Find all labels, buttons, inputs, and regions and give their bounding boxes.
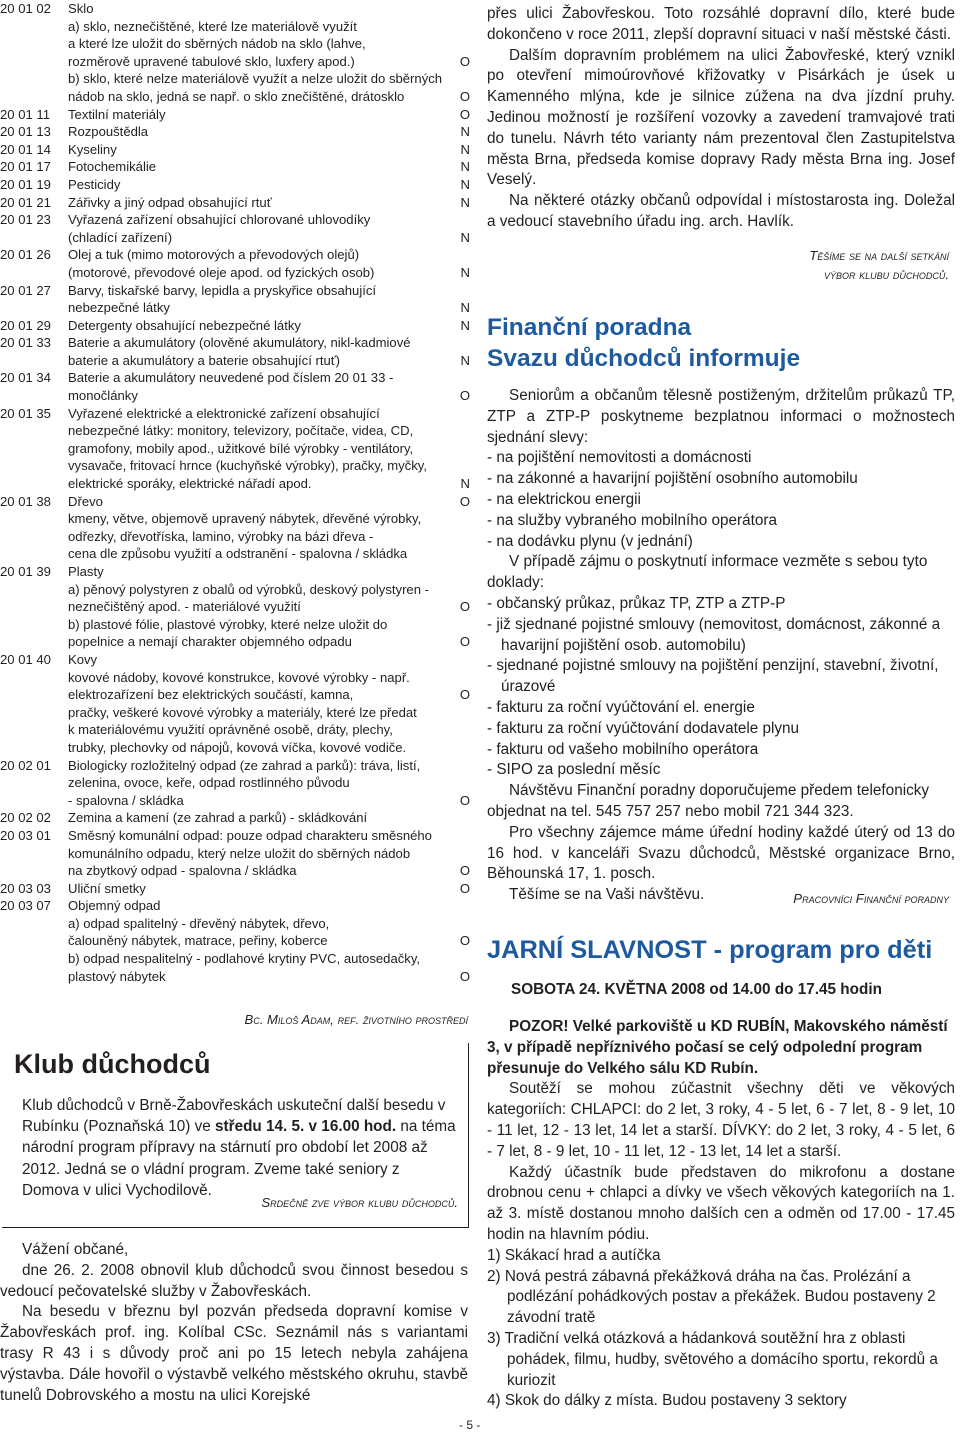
- waste-line-text: nebezpečné látky: [68, 300, 170, 316]
- waste-category: [456, 405, 470, 423]
- waste-line: [68, 686, 470, 704]
- waste-row: [0, 563, 470, 651]
- waste-category: [456, 739, 470, 757]
- waste-line-text: trubky, plechovky od nápojů, kovová víčka, kovové vodiče.: [68, 739, 407, 755]
- waste-line-text: kovové nádoby, kovové konstrukce, kovové výrobky - např.: [68, 669, 410, 685]
- waste-line-text: pračky, veškeré kovové výrobky a materiály, které lze předat: [68, 704, 417, 720]
- traffic-p3: Na některé otázky občanů odpovídal i místostarosta ing. Doležal a vedoucí stavebního úřadu ing. arch. Havlík.: [487, 192, 955, 230]
- waste-row: [0, 827, 470, 880]
- waste-line: [68, 35, 470, 53]
- waste-line-text: Vyřazená zařízení obsahující chlorované uhlovodíky: [68, 212, 371, 228]
- waste-line-text: kmeny, větve, objemově upravený nábytek, dřevěné výrobky,: [68, 511, 422, 527]
- lower-p1: dne 26. 2. 2008 obnovil klub důchodců svou činnost besedou s vedoucí pečovatelské služby v Žabovřeskách.: [0, 1261, 468, 1300]
- discount-item: - na elektrickou energii: [487, 490, 641, 508]
- waste-line: [68, 0, 470, 18]
- waste-row: [0, 405, 470, 493]
- waste-line-text: Objemný odpad: [68, 898, 161, 914]
- waste-code: 20 01 35: [0, 405, 51, 421]
- waste-category: O: [459, 88, 470, 104]
- waste-line-text: Vyřazené elektrické a elektronické zařízení obsahující: [68, 405, 380, 421]
- waste-row: [0, 141, 470, 159]
- waste-code: 20 01 13: [0, 124, 51, 140]
- waste-row: [0, 106, 470, 124]
- waste-category: N: [460, 124, 470, 140]
- waste-category: [456, 950, 470, 968]
- waste-line-text: - spalovna / skládka: [68, 792, 184, 808]
- waste-code: 20 01 14: [0, 141, 51, 157]
- waste-description: [68, 0, 470, 106]
- waste-category: N: [460, 317, 470, 333]
- waste-category: O: [459, 493, 470, 509]
- waste-line: [68, 317, 470, 335]
- waste-category: N: [460, 159, 470, 175]
- slavnost-title: JARNÍ SLAVNOST - program pro děti: [487, 936, 933, 964]
- waste-category: [456, 282, 470, 300]
- waste-line-text: Detergenty obsahující nebezpečné látky: [68, 317, 301, 333]
- waste-category: O: [459, 388, 470, 404]
- waste-line-text: neznečištěný apod. - materiálové využití: [68, 599, 301, 615]
- waste-category: O: [459, 933, 470, 949]
- traffic-signature: [809, 246, 949, 284]
- waste-line-text: b) odpad nespalitelný - podlahové krytiny PVC, autosedačky,: [68, 951, 421, 967]
- waste-category: N: [460, 194, 470, 210]
- waste-code: 20 01 26: [0, 247, 51, 263]
- waste-row: [0, 246, 470, 281]
- waste-description: [68, 106, 470, 124]
- klub-title: Klub důchodců: [14, 1049, 211, 1079]
- waste-line: [68, 651, 470, 669]
- slavnost-notice: POZOR! Velké parkoviště u KD RUBÍN, Makovského náměstí 3, v případě nepříznivého počasí se celý odpolední program přesunuje do Velkého sálu KD Rubín.: [487, 1018, 948, 1077]
- traffic-signature-line1: Těšíme se na další setkání: [809, 248, 949, 263]
- waste-line-text: monočlánky: [68, 388, 138, 404]
- waste-category: [456, 70, 470, 88]
- waste-description: [68, 282, 470, 317]
- waste-line-text: Textilní materiály: [68, 106, 166, 122]
- waste-code: 20 01 40: [0, 651, 51, 667]
- waste-category: O: [459, 53, 470, 69]
- waste-line-text: Olej a tuk (mimo motorových a převodových olejů): [68, 247, 360, 263]
- waste-category: [456, 809, 470, 827]
- waste-line: [68, 352, 470, 370]
- waste-category: N: [460, 300, 470, 316]
- waste-category: O: [459, 106, 470, 122]
- waste-description: [68, 651, 470, 757]
- waste-line: [68, 845, 470, 863]
- poradna-docs-intro: V případě zájmu o poskytnutí informace vezměte s sebou tyto doklady:: [487, 553, 928, 592]
- waste-category: N: [460, 352, 470, 368]
- waste-code: 20 01 17: [0, 159, 51, 175]
- waste-line: [68, 897, 470, 915]
- waste-line-text: nádob na sklo, jedná se např. o sklo znečištěné, drátosklo: [68, 88, 405, 104]
- waste-category: [456, 616, 470, 634]
- waste-line-text: čalouněný nábytek, matrace, peřiny, koberce: [68, 933, 328, 949]
- waste-description: [68, 334, 470, 369]
- waste-line: [68, 194, 470, 212]
- waste-category: N: [460, 229, 470, 245]
- waste-row: [0, 757, 470, 810]
- waste-description: [68, 827, 470, 880]
- waste-row: [0, 123, 470, 141]
- waste-line: [68, 669, 470, 687]
- waste-line: [68, 581, 470, 599]
- waste-category: [456, 563, 470, 581]
- waste-code: 20 01 29: [0, 317, 51, 333]
- waste-line-text: Uliční smetky: [68, 880, 146, 896]
- waste-line: [68, 405, 470, 423]
- waste-line: [68, 493, 470, 511]
- waste-line-text: a) pěnový polystyren z obalů od výrobků, deskový polystyren -: [68, 581, 429, 597]
- waste-category: [456, 915, 470, 933]
- waste-category: O: [459, 968, 470, 984]
- waste-row: [0, 211, 470, 246]
- waste-line-text: Baterie a akumulátory neuvedené pod číslem 20 01 33 -: [68, 370, 394, 386]
- waste-category: [456, 669, 470, 687]
- waste-category: [456, 528, 470, 546]
- waste-line-text: Kovy: [68, 651, 98, 667]
- waste-description: [68, 757, 470, 810]
- waste-row: [0, 334, 470, 369]
- program-item: 2) Nová pestrá zábavná překážková dráha na čas. Prolézání a podlézání pohádkových postav a překážek. Budou postaveny 2 závodní tratě: [487, 1267, 936, 1327]
- waste-code: 20 01 33: [0, 335, 51, 351]
- waste-line-text: Zemina a kamení (ze zahrad a parků) - skládkování: [68, 810, 368, 826]
- waste-category: [456, 510, 470, 528]
- discount-item: - na služby vybraného mobilního operátora: [487, 511, 777, 529]
- waste-description: [68, 897, 470, 985]
- waste-line-text: a které lze uložit do sběrných nádob na sklo (lahve,: [68, 36, 366, 52]
- waste-line: [68, 299, 470, 317]
- waste-code: 20 03 03: [0, 880, 51, 896]
- waste-line: [68, 422, 470, 440]
- poradna-title-2: Svazu důchodců informuje: [487, 345, 801, 372]
- waste-category: [456, 704, 470, 722]
- waste-line: [68, 334, 470, 352]
- waste-code-table: [0, 0, 470, 985]
- poradna-visit: Návštěvu Finanční poradny doporučujeme předem telefonicky objednat na tel. 545 757 257 nebo mobil 721 344 323.: [487, 782, 930, 820]
- waste-line: [68, 528, 470, 546]
- waste-row: [0, 897, 470, 985]
- poradna-body: [487, 386, 955, 906]
- doc-item: - fakturu za roční vyúčtování dodavatele plynu: [487, 719, 800, 737]
- waste-category: [456, 0, 470, 18]
- waste-description: [68, 141, 470, 159]
- discount-item: - na pojištění nemovitosti a domácnosti: [487, 449, 752, 467]
- waste-line: [68, 616, 470, 634]
- waste-line: [68, 545, 470, 563]
- waste-line: [68, 968, 470, 986]
- waste-line: [68, 704, 470, 722]
- waste-line: [68, 721, 470, 739]
- waste-line: [68, 387, 470, 405]
- waste-line-text: komunálního odpadu, který nelze uložit do sběrných nádob: [68, 845, 411, 861]
- waste-category: [456, 721, 470, 739]
- waste-line-text: Pesticidy: [68, 176, 121, 192]
- waste-line-text: elektrické sporáky, elektrické nářadí apod.: [68, 476, 312, 492]
- slavnost-items: [487, 1246, 955, 1412]
- waste-category: [456, 897, 470, 915]
- waste-description: [68, 123, 470, 141]
- waste-line-text: (motorové, převodové oleje apod. od fyzických osob): [68, 264, 375, 280]
- waste-line-text: zelenina, ovoce, keře, odpad rostlinného původu: [68, 775, 350, 791]
- discount-list: [487, 448, 955, 552]
- waste-code: 20 03 07: [0, 898, 51, 914]
- waste-line-text: Fotochemikálie: [68, 159, 157, 175]
- waste-category: [456, 440, 470, 458]
- klub-signature: Srdečně zve výbor klubu důchodců.: [261, 1195, 458, 1210]
- traffic-p1: přes ulici Žabovřeskou. Toto rozsáhlé dopravní dílo, které bude dokončeno v roce 2011, zlepší dopravní situaci v naší městské části.: [487, 5, 955, 43]
- waste-row: [0, 176, 470, 194]
- waste-line-text: Dřevo: [68, 493, 103, 509]
- waste-line: [68, 598, 470, 616]
- waste-category: [456, 334, 470, 352]
- waste-row: [0, 651, 470, 757]
- waste-line-text: popelnice a nemají charakter objemného odpadu: [68, 634, 352, 650]
- waste-category: [456, 651, 470, 669]
- waste-code: 20 01 23: [0, 212, 51, 228]
- waste-line-text: b) plastové fólie, plastové výrobky, které nelze uložit do: [68, 616, 388, 632]
- waste-line-text: Biologicky rozložitelný odpad (ze zahrad a parků): tráva, listí,: [68, 757, 421, 773]
- waste-line: [68, 915, 470, 933]
- program-item: 3) Tradiční velká otázková a hádanková soutěžní hra z oblasti pohádek, filmu, hudby, světového a domácího sportu, rekordů a kuriozit: [487, 1329, 938, 1389]
- waste-line-text: Zářivky a jiný odpad obsahující rtuť: [68, 194, 272, 210]
- doc-item: - již sjednané pojistné smlouvy (nemovitost, domácnost, zákonné a havarijní pojištění osob. automobilu): [487, 615, 941, 654]
- waste-line-text: na zbytkový odpad - spalovna / skládka: [68, 863, 297, 879]
- waste-line: [68, 563, 470, 581]
- waste-description: [68, 405, 470, 493]
- waste-row: [0, 493, 470, 563]
- waste-row: [0, 369, 470, 404]
- poradna-heading: [487, 312, 955, 374]
- waste-line: [68, 18, 470, 36]
- slavnost-body: [487, 1017, 955, 1412]
- traffic-p2: Dalším dopravním problémem na ulici Žabovřeské, který vznikl po otevření mimoúrovňové křižovatky v Pisárkách je úsek u Kamenného mlýna, kde je silnice zúžena na dva jízdní pruhy. Jedinou možností je rozšíření vozovky a zavedení tramvajové trati do tunelu. Návrh této varianty nám prezentoval člen Zastupitelstva města Brna, předseda komise dopravy Rady města Brna ing. Josef Veselý.: [487, 46, 955, 189]
- waste-line-text: vysavače, fritovací hrnce (kuchyňské výrobky), pračky, myčky,: [68, 458, 427, 474]
- waste-description: [68, 317, 470, 335]
- waste-category: O: [459, 880, 470, 896]
- waste-category: [456, 774, 470, 792]
- waste-line: [68, 229, 470, 247]
- waste-category: O: [459, 599, 470, 615]
- waste-row: [0, 880, 470, 898]
- waste-line-text: (chladící zařízení): [68, 229, 173, 245]
- doc-item: - fakturu od vašeho mobilního operátora: [487, 740, 759, 758]
- waste-category: [456, 845, 470, 863]
- waste-line-text: Barvy, tiskařské barvy, lepidla a pryskyřice obsahující: [68, 282, 377, 298]
- doc-item: - sjednané pojistné smlouvy na pojištění penzijní, stavební, životní, úrazové: [487, 657, 939, 696]
- slavnost-p1: Soutěží se mohou zúčastnit všechny děti ve věkových kategoriích: CHLAPCI: do 2 let, 3 roky, 4 - 5 let, 6 - 7 let, 8 - 9 let, 10 - 11 let, 12 - 13 let, 14 let a starší. DÍVKY: do 2 let, 3 roky, 4 - 5 let, 6 - 7 let, 8 - 9 let, 10 - 11 let, 12 - 13 let, 14 let a starší.: [487, 1080, 955, 1160]
- waste-description: [68, 246, 470, 281]
- waste-line: [68, 633, 470, 651]
- waste-row: [0, 317, 470, 335]
- waste-line: [68, 475, 470, 493]
- waste-line-text: odřezky, dřevotříska, lamino, výrobky na bázi dřeva -: [68, 528, 374, 544]
- waste-code: 20 02 01: [0, 757, 51, 773]
- poradna-end: Těšíme se na Vaši návštěvu.: [509, 886, 705, 904]
- waste-code: 20 01 02: [0, 1, 51, 16]
- waste-line: [68, 211, 470, 229]
- waste-line-text: Směsný komunální odpad: pouze odpad charakteru směsného: [68, 827, 432, 843]
- waste-line: [68, 123, 470, 141]
- waste-line: [68, 158, 470, 176]
- waste-category: [456, 757, 470, 775]
- waste-row: [0, 809, 470, 827]
- waste-line: [68, 70, 470, 88]
- waste-line: [68, 950, 470, 968]
- waste-row: [0, 158, 470, 176]
- waste-line-text: baterie a akumulátory a baterie obsahující rtuť): [68, 352, 341, 368]
- waste-line: [68, 282, 470, 300]
- waste-category: O: [459, 792, 470, 808]
- waste-line-text: gramofony, mobily apod., užitkové bílé výrobky - ventilátory,: [68, 440, 414, 456]
- waste-category: [456, 211, 470, 229]
- poradna-office: Pro všechny zájemce máme úřední hodiny každé úterý od 13 do 16 hod. v kanceláři Svazu důchodců, Městské organizace Brno, Běhounská 17, 1. posch.: [487, 823, 955, 883]
- waste-description: [68, 880, 470, 898]
- waste-category: [456, 545, 470, 563]
- waste-description: [68, 158, 470, 176]
- waste-line: [68, 739, 470, 757]
- klub-text: [22, 1095, 460, 1201]
- traffic-signature-line2: výbor klubu důchodců.: [823, 267, 949, 282]
- doc-item: - fakturu za roční vyúčtování el. energie: [487, 698, 755, 716]
- lower-left-article: [0, 1240, 468, 1406]
- lower-p2: Na besedu v březnu byl pozván předseda dopravní komise v Žabovřeskách prof. ing. Kolíbal CSc. Seznámil nás s variantami trasy R 43 i s důvody proč ani po 15 letech nebyla zahájena výstavba. Dále hovořil o výstavbě velkého městského okruhu, stavbě tunelů Dobrovského a mostu na ulici Korejské: [0, 1303, 468, 1404]
- docs-list: [487, 594, 955, 781]
- program-item: 4) Skok do dálky z místa. Budou postaveny 3 sektory: [487, 1392, 847, 1410]
- waste-category: [456, 35, 470, 53]
- page-number: - 5 -: [459, 1418, 481, 1432]
- waste-line-text: k materiálovému využití oprávněné osobě, dráty, plechy,: [68, 722, 393, 738]
- poradna-intro: Seniorům a občanům tělesně postiženým, držitelům průkazů TP, ZTP a ZTP-P poskytneme bezplatnou informaci o možnostech sjednání slevy:: [487, 387, 955, 446]
- waste-category: [456, 422, 470, 440]
- waste-line: [68, 369, 470, 387]
- waste-category: N: [460, 176, 470, 192]
- waste-category: [456, 581, 470, 599]
- waste-line-text: Rozpouštědla: [68, 124, 149, 140]
- waste-code: 20 01 19: [0, 176, 51, 192]
- klub-text-c: na téma národní program přípravy na stárnutí pro období let 2008 až 2012. Jedná se o vládní program. Zveme také seniory z Domova v ulici Vychodilově.: [22, 1118, 456, 1199]
- waste-signature: Bc. Miloš Adam, ref. životního prostředí: [244, 1012, 468, 1027]
- waste-line: [68, 880, 470, 898]
- waste-line-text: Kyseliny: [68, 141, 117, 157]
- waste-line: [68, 457, 470, 475]
- program-item: 1) Skákací hrad a autíčka: [487, 1246, 661, 1264]
- waste-description: [68, 809, 470, 827]
- waste-row: [0, 282, 470, 317]
- waste-category: N: [460, 264, 470, 280]
- waste-description: [68, 369, 470, 404]
- waste-line: [68, 510, 470, 528]
- waste-category: O: [459, 687, 470, 703]
- waste-line: [68, 141, 470, 159]
- waste-line: [68, 809, 470, 827]
- waste-line-text: cena dle způsobu využití a odstranění - spalovna / skládka: [68, 546, 408, 562]
- discount-item: - na dodávku plynu (v jednání): [487, 532, 693, 550]
- waste-code: 20 01 39: [0, 564, 51, 579]
- waste-line: [68, 440, 470, 458]
- waste-line: [68, 792, 470, 810]
- waste-description: [68, 176, 470, 194]
- waste-line-text: Plasty: [68, 564, 104, 579]
- waste-row: [0, 194, 470, 212]
- waste-line: [68, 88, 470, 106]
- waste-line: [68, 757, 470, 775]
- waste-line-text: a) odpad spalitelný - dřevěný nábytek, dřevo,: [68, 915, 330, 931]
- waste-line: [68, 53, 470, 71]
- waste-line: [68, 264, 470, 282]
- waste-description: [68, 194, 470, 212]
- waste-line-text: elektrozařízení bez elektrických součástí, kamna,: [68, 687, 354, 703]
- waste-code: 20 01 11: [0, 106, 50, 122]
- waste-category: O: [459, 863, 470, 879]
- doc-item: - občanský průkaz, průkaz TP, ZTP a ZTP-P: [487, 594, 786, 612]
- traffic-article: [487, 4, 955, 233]
- waste-line: [68, 774, 470, 792]
- klub-box: [2, 1043, 469, 1228]
- waste-line: [68, 932, 470, 950]
- waste-row: [0, 0, 470, 106]
- waste-code: 20 01 27: [0, 282, 51, 298]
- waste-description: [68, 493, 470, 563]
- slavnost-p2: Každý účastník bude představen do mikrofonu a dostane drobnou cenu + chlapci a dívky ve všech věkových kategoriích na 1. až 3. místě dostanou mnoho dalších cen a odměn od 17.00 - 17.45 hodin na hlavním pódiu.: [487, 1163, 955, 1243]
- waste-line-text: a) sklo, neznečištěné, které lze materiálově využít: [68, 18, 357, 34]
- salutation: Vážení občané,: [22, 1241, 129, 1258]
- waste-category: [456, 246, 470, 264]
- waste-line-text: b) sklo, které nelze materiálově využít a nelze uložit do sběrných: [68, 71, 443, 87]
- waste-line: [68, 827, 470, 845]
- waste-category: [456, 369, 470, 387]
- waste-line-text: rozměrově upravené tabulové sklo, luxfery apod.): [68, 53, 355, 69]
- doc-item: - SIPO za poslední měsíc: [487, 761, 661, 779]
- waste-line: [68, 106, 470, 124]
- waste-description: [68, 211, 470, 246]
- waste-line-text: Baterie a akumulátory (olověné akumulátory, nikl-kadmiové: [68, 335, 411, 351]
- poradna-title-1: Finanční poradna: [487, 314, 692, 341]
- waste-line-text: Sklo: [68, 1, 94, 16]
- waste-category: N: [460, 141, 470, 157]
- waste-code: 20 01 34: [0, 370, 51, 386]
- discount-item: - na zákonné a havarijní pojištění osobního automobilu: [487, 470, 858, 488]
- waste-line-text: plastový nábytek: [68, 968, 166, 984]
- waste-line: [68, 862, 470, 880]
- waste-category: [456, 457, 470, 475]
- waste-category: [456, 18, 470, 36]
- waste-line-text: nebezpečné látky: monitory, televizory, počítače, videa, CD,: [68, 423, 414, 439]
- waste-description: [68, 563, 470, 651]
- waste-category: O: [459, 634, 470, 650]
- waste-line: [68, 246, 470, 264]
- waste-code: 20 01 38: [0, 493, 51, 509]
- klub-text-a: Klub důchodců v Brně-Žabovřeskách uskuteční další besedu v Rubínku (Poznaňská 10) ve: [22, 1097, 446, 1136]
- waste-category: N: [460, 476, 470, 492]
- waste-code: 20 03 01: [0, 827, 51, 843]
- waste-code: 20 02 02: [0, 810, 51, 826]
- klub-text-bold: středu 14. 5. v 16.00 hod.: [215, 1118, 397, 1136]
- waste-category: [456, 827, 470, 845]
- waste-line: [68, 176, 470, 194]
- slavnost-date: SOBOTA 24. KVĚTNA 2008 od 14.00 do 17.45 hodin: [511, 981, 882, 998]
- poradna-signature: Pracovníci Finanční poradny: [793, 891, 949, 906]
- waste-code: 20 01 21: [0, 194, 51, 210]
